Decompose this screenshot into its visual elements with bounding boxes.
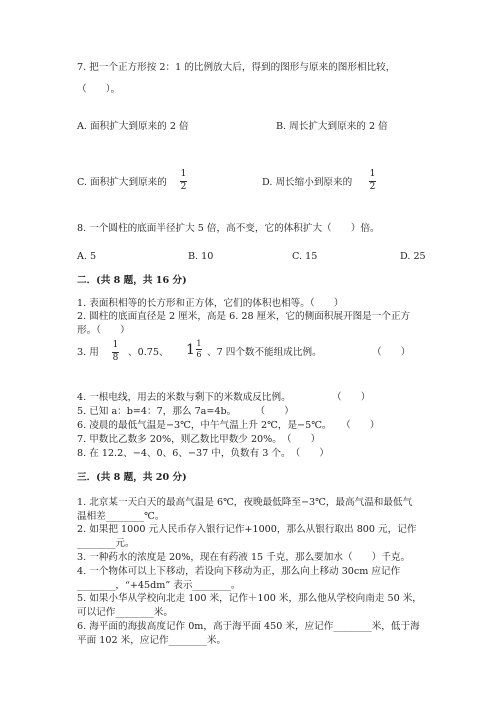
section-2-q3-suffix: 、7 四个数不能组成比例。 [207,347,322,358]
q7-option-c[interactable]: C. 面积扩大到原来的 [77,177,167,188]
section-3-q1-line1: 1. 北京某一天白天的最高气温是 6℃，夜晚最低降至−3℃，最高气温和最低气 [77,497,413,508]
section-3-q4-line1: 4. 一个物体可以上下移动，若设向下移动为正，那么向上移动 30cm 应记作 [77,566,401,577]
fraction-denominator: 2 [180,181,187,192]
section-3-q5-line2: 可以记作________米。 [77,607,173,618]
section-2-heading: 二．(共 8 题，共 16 分) [77,275,187,286]
section-2-q2-line1: 2. 圆柱的底面直径是 2 厘米，高是 6. 28 厘米，它的侧面积展开图是一个正方 [77,311,411,322]
fraction-numerator: 1 [180,169,187,179]
section-2-q3-bracket: （ ） [372,347,411,358]
q7-option-b[interactable]: B. 周长扩大到原来的 2 倍 [276,121,388,132]
section-3-q2-line1: 2. 如果把 1000 元人民币存入银行记作+1000，那么从银行取出 800 元，记作 [77,524,417,535]
section-3-q6-line2: 平面 102 米，应记作________米。 [77,635,227,646]
q7-option-a[interactable]: A. 面积扩大到原来的 2 倍 [77,121,189,132]
q8-option-b[interactable]: B. 10 [188,251,214,262]
section-2-q4: 4. 一根电线，用去的米数与剩下的米数成反比例。 [77,392,291,403]
section-3-q6-line1: 6. 海平面的海拔高度记作 0m，高于海平面 450 米，应记作________米，低于海 [77,621,420,632]
mixed-fraction [196,340,202,360]
q7-stem-line2: （ ）。 [77,84,121,95]
section-2-q4-bracket: （ ） [332,392,371,403]
q7-stem-line1: 7. 把一个正方形按 2：1 的比例放大后，得到的图形与原来的图形相比较， [77,62,396,73]
fraction-numerator: 1 [369,169,376,179]
section-2-q5: 5. 已知 a：b=4：7，那么 7a=4b。 （ ） [77,406,294,417]
q8-option-a[interactable]: A. 5 [77,251,97,262]
q7-option-c-fraction [180,170,187,193]
section-2-q8: 8. 在 12.2、−4、0、6、−37 中，负数有 3 个。 （ ） [77,448,329,459]
fraction-denominator: 8 [112,352,119,363]
fraction-numerator: 1 [112,340,119,350]
mixed-whole: 1 [186,341,195,358]
section-2-q1: 1. 表面积相等的长方形和正方体，它们的体积也相等。（ ） [77,298,344,309]
section-2-q2-line2: 形。（ ） [77,325,130,336]
fraction-denominator: 2 [369,181,376,192]
q7-option-d[interactable]: D. 周长缩小到原来的 [262,177,353,188]
section-2-q3-prefix: 3. 用 [77,347,99,358]
section-3-q4-line2: ________，“+45dm” 表示________。 [77,580,241,591]
section-3-q3: 3. 一种药水的浓度是 20%，现在有药液 15 千克，那么要加水（ ）千克。 [77,552,411,563]
section-2-q3-mixed-number [186,340,202,360]
q7-option-d-fraction [369,170,376,193]
section-2-q3-mid: 、0.75、 [128,347,169,358]
fraction-denominator: 6 [196,350,202,360]
section-3-q5-line1: 5. 如果小华从学校向北走 100 米，记作＋100 米，那么他从学校向南走 50 米， [77,593,422,604]
section-2-q3-fraction [112,341,119,364]
section-3-q2-line2: ________元。 [77,538,135,549]
section-3-q1-line2: 温相差________℃。 [77,511,165,522]
section-2-q7: 7. 甲数比乙数多 20%，则乙数比甲数少 20%。 （ ） [77,434,321,445]
fraction-numerator: 1 [196,339,202,348]
section-2-q6: 6. 凌晨的最低气温是−3℃，中午气温上升 2℃，是−5℃。 （ ） [77,420,380,431]
q8-option-c[interactable]: C. 15 [292,251,318,262]
section-3-heading: 三．(共 8 题，共 20 分) [77,472,187,483]
q8-stem: 8. 一个圆柱的底面半径扩大 5 倍，高不变，它的体积扩大（ ）倍。 [77,223,380,234]
q8-option-d[interactable]: D. 25 [400,251,426,262]
